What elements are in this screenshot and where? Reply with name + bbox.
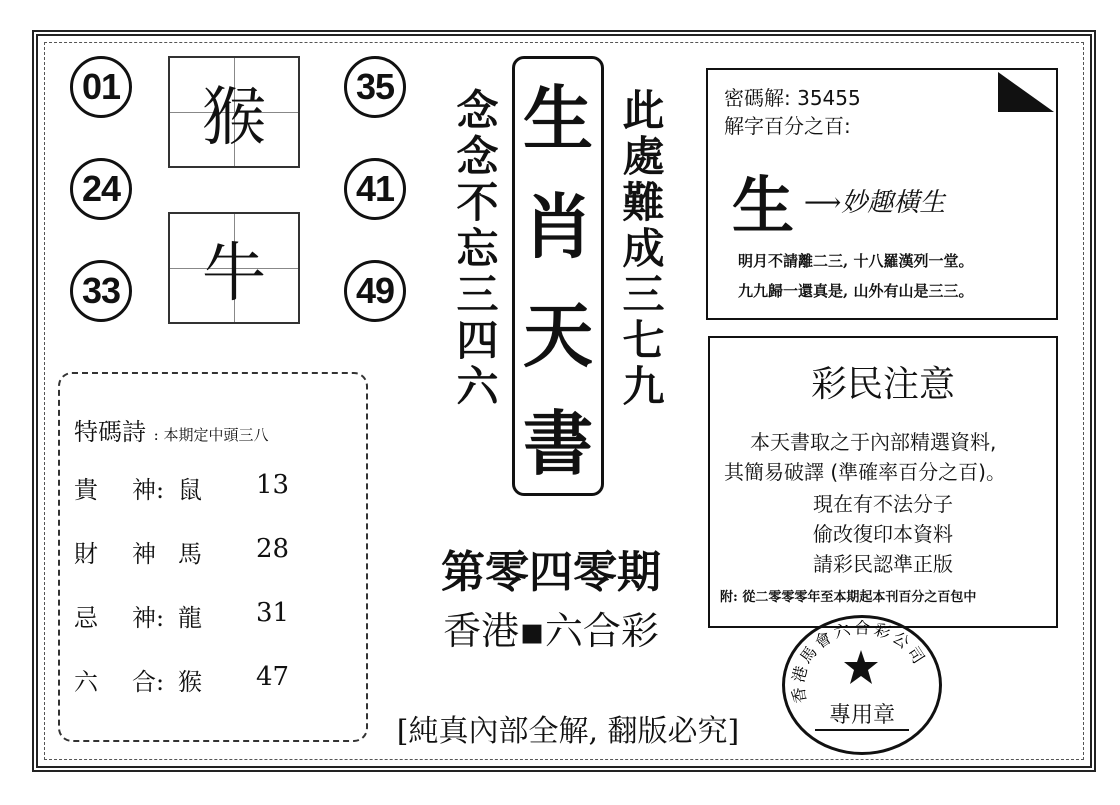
zodiac-box: 猴 — [168, 56, 300, 168]
poem-row-role: 神: — [132, 476, 165, 504]
left-vertical-phrase — [450, 88, 500, 410]
right-vertical-phrase — [616, 88, 666, 410]
decode-phrase: ⟶妙趣橫生 — [804, 188, 946, 218]
svg-text:香港馬會六合彩公司: 香港馬會六合彩公司 — [788, 618, 930, 705]
riddle-line-2: 九九歸一還真是, 山外有山是三三。 — [738, 282, 974, 300]
number-circle: 41 — [344, 158, 406, 220]
title-char: 天 — [523, 294, 593, 377]
poem-row-zodiac: 鼠 — [178, 476, 202, 504]
seal-label: 專用章 — [815, 698, 909, 731]
code-line — [724, 82, 861, 111]
poem-row-number: 28 — [256, 534, 290, 564]
zodiac-box: 牛 — [168, 212, 300, 324]
title-char: 生 — [523, 77, 593, 160]
notice-footnote: 附: 從二零零零年至本期起本刊百分之百包中 — [720, 590, 977, 605]
lottery-name: 香港▪六合彩 — [443, 609, 659, 653]
number-circle: 01 — [70, 56, 132, 118]
notice-box — [708, 336, 1058, 628]
notice-title: 彩民注意 — [810, 364, 955, 405]
poem-row-label: 六 — [74, 668, 98, 696]
poem-row-label: 忌 — [74, 604, 98, 632]
issue-period: 第零四零期 — [441, 547, 661, 598]
poem-row-role: 神 — [132, 540, 156, 568]
notice-line-1: 本天書取之于內部精選資料, — [750, 430, 997, 454]
notice-line-4: 偷改復印本資料 — [813, 522, 953, 546]
number-circle: 24 — [70, 158, 132, 220]
corner-triangle-icon — [996, 70, 1056, 114]
poem-row-number: 13 — [256, 470, 290, 500]
official-seal — [782, 615, 942, 755]
poem-row-label: 貴 — [74, 476, 98, 504]
special-code-poem-box — [58, 372, 368, 742]
poem-row-number: 47 — [256, 662, 290, 692]
riddle-line-1: 明月不請離二三, 十八羅漢列一堂。 — [738, 252, 974, 270]
vertical-phrase-text: 念念不忘三四六 — [450, 88, 500, 410]
notice-line-3: 現在有不法分子 — [813, 492, 953, 516]
title-box — [512, 56, 604, 496]
disclaimer: [純真內部全解, 翻版必究] — [396, 714, 740, 749]
poem-row-zodiac: 龍 — [178, 604, 202, 632]
poem-row-zodiac: 馬 — [178, 540, 202, 568]
poem-title-text: 特碼詩 — [74, 418, 146, 446]
vertical-phrase-text: 此處難成三七九 — [616, 88, 666, 410]
decode-subtitle: 解字百分之百: — [724, 114, 851, 138]
poem-row-number: 31 — [256, 598, 290, 628]
notice-line-5: 請彩民認準正版 — [813, 552, 953, 576]
poem-title — [74, 412, 268, 447]
code-value: 35455 — [797, 86, 861, 110]
poem-row-label: 財 — [74, 540, 98, 568]
code-label: 密碼解: — [724, 86, 791, 110]
password-box — [706, 68, 1058, 320]
decode-big-char: 生 — [732, 169, 795, 242]
notice-line-2: 其簡易破譯 (準確率百分之百)。 — [724, 460, 1006, 484]
poem-row-role: 神: — [132, 604, 165, 632]
title-char: 書 — [523, 403, 593, 486]
number-circle: 33 — [70, 260, 132, 322]
poem-row-zodiac: 猴 — [178, 668, 202, 696]
title-char: 肖 — [523, 186, 593, 269]
star-icon — [841, 648, 881, 688]
number-circle: 35 — [344, 56, 406, 118]
poem-row-role: 合: — [132, 668, 165, 696]
number-circle: 49 — [344, 260, 406, 322]
poem-subtitle: : 本期定中頭三八 — [153, 426, 269, 444]
